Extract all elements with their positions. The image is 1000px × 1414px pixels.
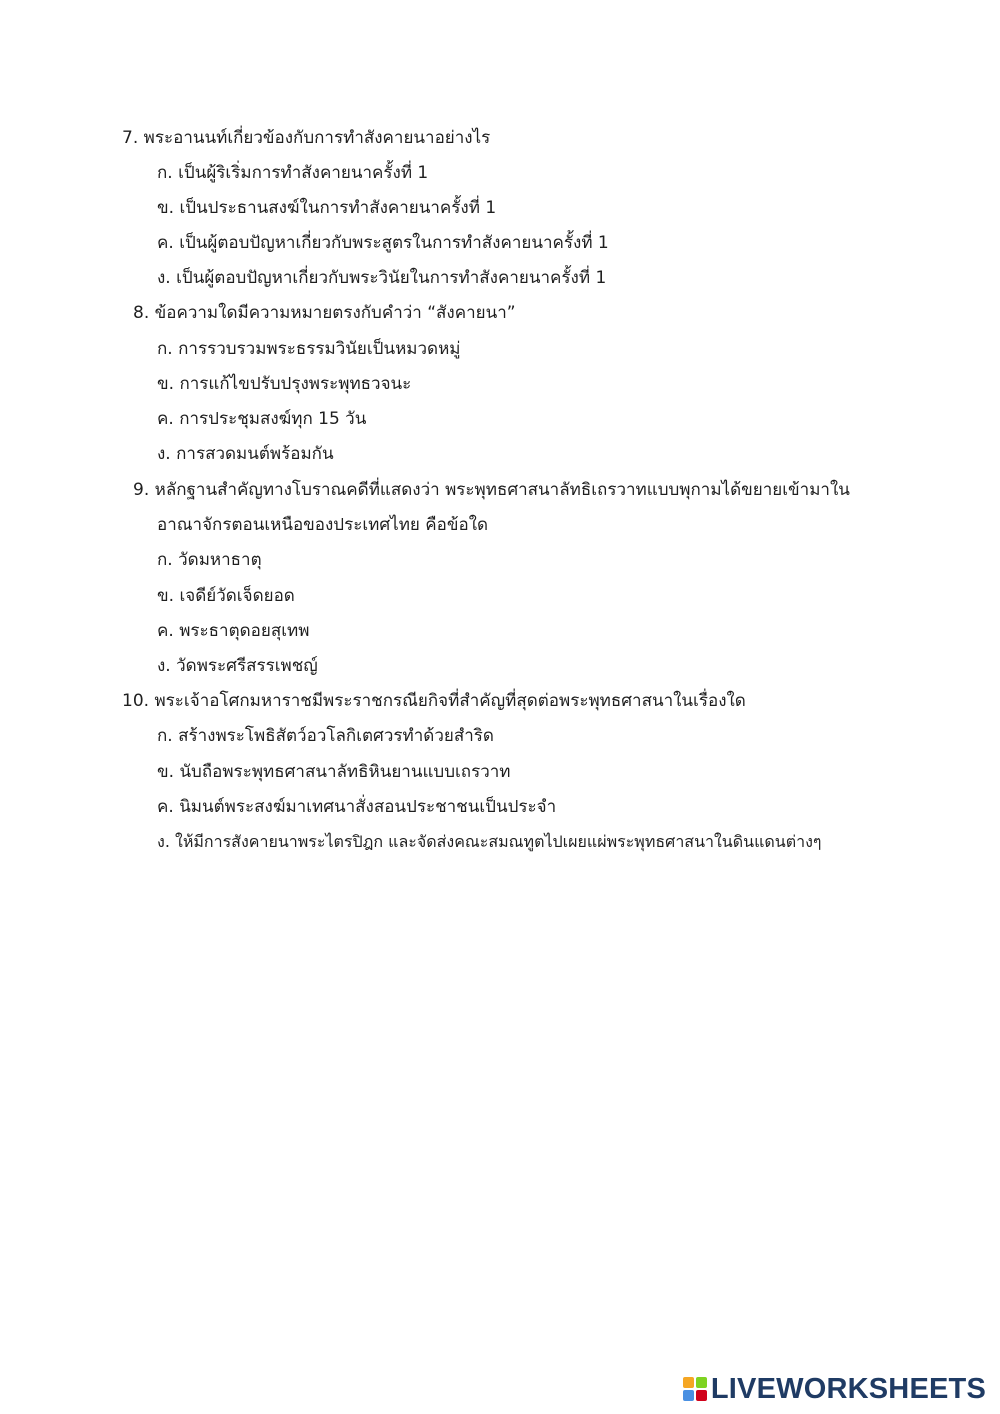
option-label: ค. (157, 621, 174, 641)
option-8-c[interactable] (157, 408, 366, 430)
question-text: พระเจ้าอโศกมหาราชมีพระราชกรณียกิจที่สำคัญที่สุดต่อพระพุทธศาสนาในเรื่องใด (154, 691, 746, 711)
option-label: ก. (157, 339, 173, 359)
option-label: ค. (157, 409, 174, 429)
question-number: 10. (122, 691, 150, 711)
question-text: ข้อความใดมีความหมายตรงกับคำว่า “สังคายนา” (154, 303, 516, 323)
option-text: เป็นประธานสงฆ์ในการทำสังคายนาครั้งที่ 1 (179, 198, 497, 218)
question-number: 9. (133, 480, 150, 500)
option-7-a[interactable] (157, 162, 428, 184)
option-label: ก. (157, 726, 173, 746)
option-text: การแก้ไขปรับปรุงพระพุทธวจนะ (179, 374, 412, 394)
option-8-b[interactable] (157, 373, 411, 395)
logo-square-1 (683, 1377, 694, 1388)
option-label: ข. (157, 586, 175, 606)
option-label: ง. (157, 832, 170, 851)
option-text: วัดพระศรีสรรเพชญ์ (176, 656, 318, 676)
option-label: ก. (157, 163, 173, 183)
option-text: ให้มีการสังคายนาพระไตรปิฎก และจัดส่งคณะสมณทูตไปเผยแผ่พระพุทธศาสนาในดินแดนต่างๆ (175, 832, 822, 851)
option-10-c[interactable] (157, 796, 556, 818)
option-9-d[interactable] (157, 655, 318, 677)
option-10-b[interactable] (157, 761, 511, 783)
option-label: ก. (157, 550, 173, 570)
option-9-c[interactable] (157, 620, 309, 642)
option-10-a[interactable] (157, 725, 494, 747)
option-7-b[interactable] (157, 197, 496, 219)
option-7-c[interactable] (157, 232, 609, 254)
option-label: ข. (157, 374, 175, 394)
logo-text: LIVEWORKSHEETS (710, 1372, 986, 1405)
option-text: นับถือพระพุทธศาสนาลัทธิหินยานแบบเถรวาท (179, 762, 511, 782)
option-7-d[interactable] (157, 267, 606, 289)
option-label: ข. (157, 762, 175, 782)
option-8-a[interactable] (157, 338, 461, 360)
option-text: การรวบรวมพระธรรมวินัยเป็นหมวดหมู่ (178, 339, 461, 359)
option-text: นิมนต์พระสงฆ์มาเทศนาสั่งสอนประชาชนเป็นประจำ (179, 797, 557, 817)
option-label: ง. (157, 656, 171, 676)
question-number: 7. (122, 128, 139, 148)
option-label: ค. (157, 797, 174, 817)
option-text: เป็นผู้ตอบปัญหาเกี่ยวกับพระสูตรในการทำสังคายนาครั้งที่ 1 (179, 233, 609, 253)
question-text-line2: อาณาจักรตอนเหนือของประเทศไทย คือข้อใด (157, 515, 489, 535)
question-text: หลักฐานสำคัญทางโบราณคดีที่แสดงว่า พระพุทธศาสนาลัทธิเถรวาทแบบพุกามได้ขยายเข้ามาใน (154, 480, 850, 500)
question-number: 8. (133, 303, 150, 323)
logo-square-3 (683, 1390, 694, 1401)
logo-square-2 (696, 1377, 707, 1388)
liveworksheets-logo (683, 1372, 986, 1406)
option-10-d[interactable] (157, 831, 822, 853)
option-label: ข. (157, 198, 175, 218)
option-text: วัดมหาธาตุ (178, 550, 262, 570)
question-text: พระอานนท์เกี่ยวข้องกับการทำสังคายนาอย่างไร (143, 128, 491, 148)
option-9-b[interactable] (157, 585, 295, 607)
logo-icon (683, 1377, 707, 1401)
option-8-d[interactable] (157, 443, 334, 465)
option-text: เป็นผู้ริเริ่มการทำสังคายนาครั้งที่ 1 (178, 163, 429, 183)
option-text: เจดีย์วัดเจ็ดยอด (179, 586, 295, 606)
question-9 (133, 479, 850, 501)
question-10 (122, 690, 746, 712)
option-label: ง. (157, 444, 171, 464)
logo-square-4 (696, 1390, 707, 1401)
option-label: ง. (157, 268, 171, 288)
option-text: สร้างพระโพธิสัตว์อวโลกิเตศวรทำด้วยสำริด (178, 726, 494, 746)
option-text: การสวดมนต์พร้อมกัน (176, 444, 334, 464)
option-text: เป็นผู้ตอบปัญหาเกี่ยวกับพระวินัยในการทำสังคายนาครั้งที่ 1 (176, 268, 607, 288)
option-label: ค. (157, 233, 174, 253)
option-text: การประชุมสงฆ์ทุก 15 วัน (179, 409, 367, 429)
question-7 (122, 127, 490, 149)
question-8 (133, 302, 516, 324)
option-text: พระธาตุดอยสุเทพ (179, 621, 310, 641)
option-9-a[interactable] (157, 549, 262, 571)
question-9-continued (157, 514, 488, 536)
